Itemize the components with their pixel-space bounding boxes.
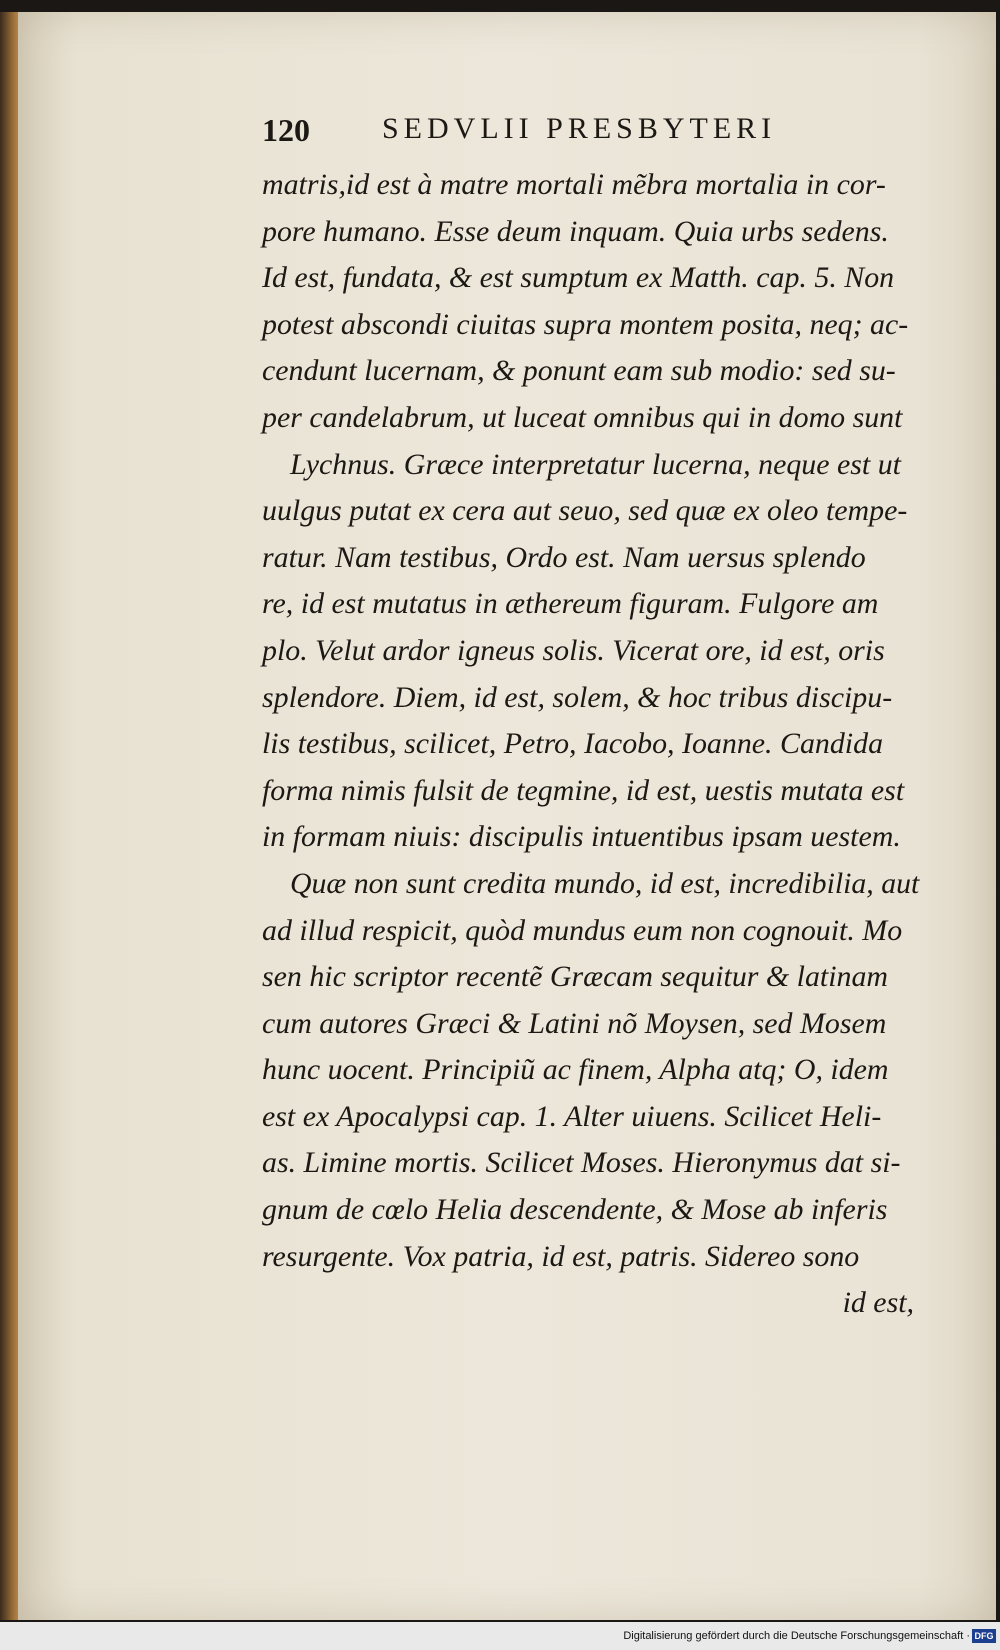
text-line: resurgente. Vox patria, id est, patris. Sidereo sono	[262, 1239, 860, 1273]
text-block	[262, 162, 922, 1327]
text-line: uulgus putat ex cera aut seuo, sed quæ ex oleo tempe-	[262, 494, 908, 528]
text-line: potest abscondi ciuitas supra montem posita, neq; ac-	[262, 307, 909, 341]
text-line: pore humano. Esse deum inquam. Quia urbs sedens.	[262, 214, 889, 248]
text-line: gnum de cœlo Helia descendente, & Mose ab inferis	[262, 1193, 888, 1227]
text-line: Lychnus. Græce interpretatur lucerna, neque est ut	[290, 447, 901, 481]
text-line: matris,id est à matre mortali mẽbra mortalia in cor-	[262, 168, 886, 201]
text-line: splendore. Diem, id est, solem, & hoc tribus discipu-	[262, 680, 893, 714]
text-line: Quæ non sunt credita mundo, id est, incredibilia, aut	[290, 866, 920, 900]
running-head: SEDVLII PRESBYTERI	[382, 112, 777, 145]
page-header	[262, 112, 912, 156]
dfg-logo: DFG	[972, 1629, 996, 1643]
text-line: re, id est mutatus in æthereum figuram. Fulgore am	[262, 587, 879, 621]
text-line: as. Limine mortis. Scilicet Moses. Hieronymus dat si-	[262, 1146, 901, 1180]
text-line: sen hic scriptor recentẽ Græcam sequitur & latinam	[262, 960, 889, 994]
text-line: ratur. Nam testibus, Ordo est. Nam uersus splendo	[262, 540, 866, 574]
text-line: hunc uocent. Principiũ ac finem, Alpha atq; O, idem	[262, 1053, 889, 1087]
text-line: forma nimis fulsit de tegmine, id est, uestis mutata est	[262, 773, 905, 807]
digitization-credit: Digitalisierung gefördert durch die Deutsche Forschungsgemeinschaft ·	[623, 1630, 970, 1642]
text-line: cendunt lucernam, & ponunt eam sub modio: sed su-	[262, 354, 896, 388]
text-line: est ex Apocalypsi cap. 1. Alter uiuens. Scilicet Heli-	[262, 1099, 882, 1133]
text-line: Id est, fundata, & est sumptum ex Matth. cap. 5. Non	[262, 261, 895, 295]
text-line: per candelabrum, ut luceat omnibus qui in domo sunt	[262, 400, 903, 434]
catchword: id est,	[842, 1286, 914, 1320]
text-line: lis testibus, scilicet, Petro, Iacobo, Ioanne. Candida	[262, 727, 884, 761]
text-line: ad illud respicit, quòd mundus eum non cognouit. Mo	[262, 913, 903, 947]
folio-number: 120	[262, 112, 310, 148]
text-line: in formam niuis: discipulis intuentibus ipsam uestem.	[262, 820, 901, 854]
text-line: plo. Velut ardor igneus solis. Vicerat ore, id est, oris	[262, 633, 885, 667]
text-line: cum autores Græci & Latini nõ Moysen, sed Mosem	[262, 1006, 887, 1040]
